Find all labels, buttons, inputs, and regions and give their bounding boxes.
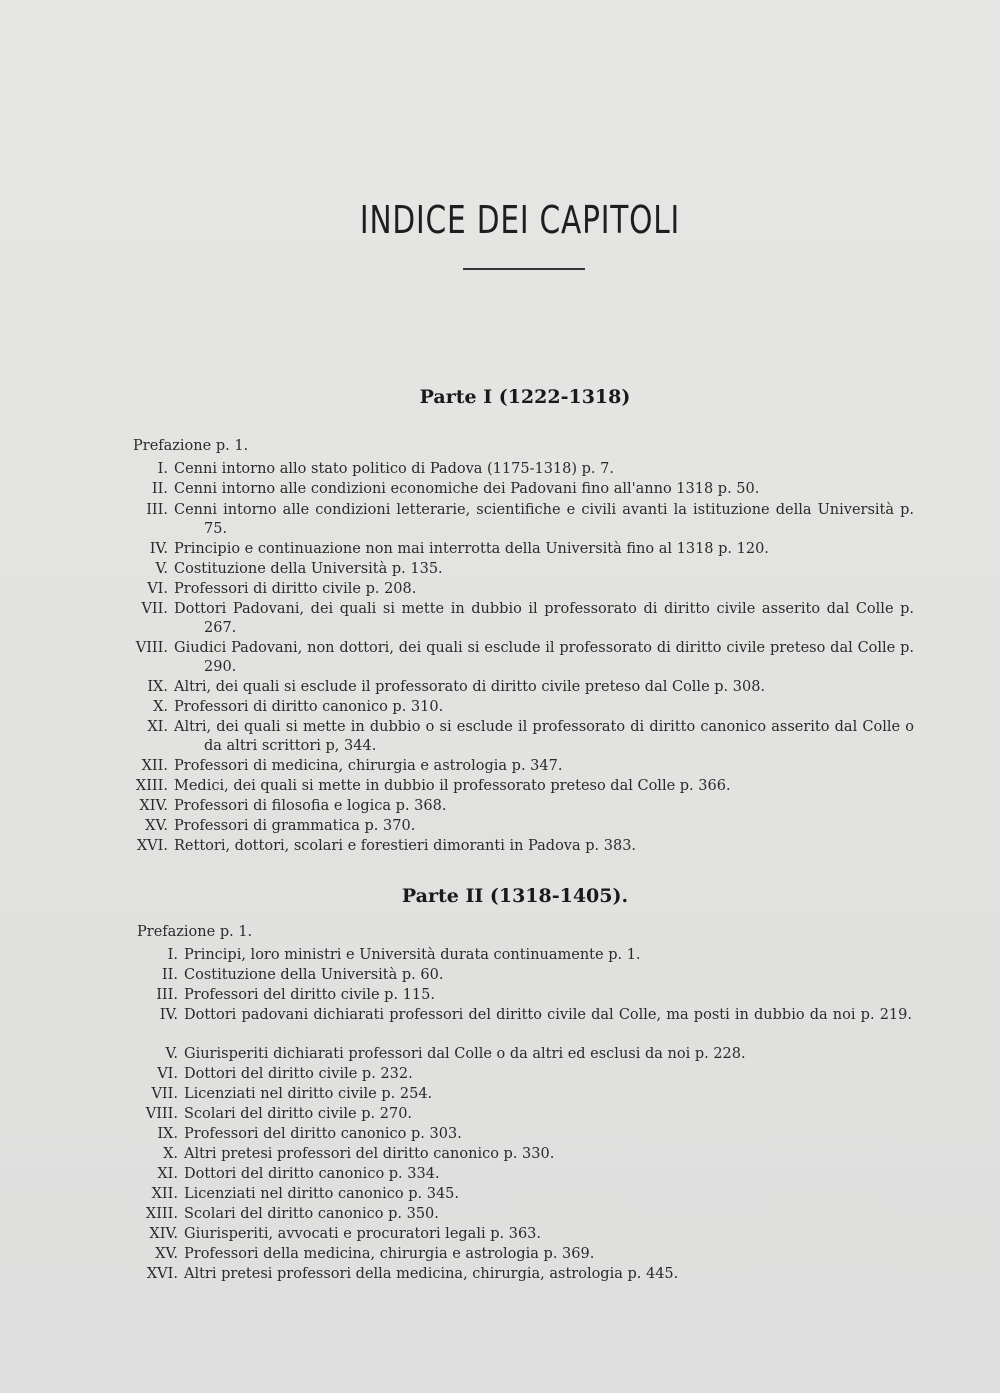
chapter-number: VI. [147, 581, 168, 597]
chapter-number: XV. [155, 1246, 178, 1262]
chapter-number: IX. [147, 679, 168, 695]
chapter-title: Medici, dei quali si mette in dubbio il professorato preteso dal Colle p. 366. [174, 778, 731, 794]
chapter-title: Dottori Padovani, dei quali si mette in dubbio il professorato di diritto civile asserito dal Colle p. 267. [174, 601, 914, 636]
chapter-number: III. [146, 502, 168, 518]
chapter-title: Professori del diritto canonico p. 303. [184, 1126, 462, 1142]
preface-entry: Prefazione p. 1. [133, 438, 249, 454]
chapter-title: Scolari del diritto canonico p. 350. [184, 1206, 439, 1222]
part-2-heading: Parte II (1318-1405). [401, 885, 629, 907]
chapter-title: Giurisperiti, avvocati e procuratori legali p. 363. [184, 1226, 541, 1242]
chapter-title: Professori del diritto civile p. 115. [184, 987, 435, 1003]
chapter-number: IV. [159, 1007, 178, 1023]
chapter-number: XI. [157, 1166, 178, 1182]
chapter-title: Professori di filosofia e logica p. 368. [174, 798, 447, 814]
chapter-title: Professori di grammatica p. 370. [174, 818, 416, 834]
page-title: INDICE DEI CAPITOLI [359, 198, 681, 242]
chapter-number: VIII. [145, 1106, 178, 1122]
chapter-title: Licenziati nel diritto civile p. 254. [184, 1086, 433, 1102]
chapter-title: Giurisperiti dichiarati professori dal Colle o da altri ed esclusi da noi p. 228. [184, 1046, 746, 1062]
chapter-number: VII. [141, 601, 168, 617]
chapter-number: X. [153, 699, 168, 715]
chapter-title: Professori della medicina, chirurgia e astrologia p. 369. [184, 1246, 595, 1262]
chapter-number: IX. [157, 1126, 178, 1142]
chapter-number: VI. [157, 1066, 178, 1082]
chapter-number: I. [157, 461, 168, 477]
chapter-number: VII. [151, 1086, 178, 1102]
chapter-number: XII. [151, 1186, 178, 1202]
chapter-number: XII. [141, 758, 168, 774]
chapter-number: XVI. [146, 1266, 178, 1282]
chapter-number: XV. [145, 818, 168, 834]
chapter-number: XIV. [139, 798, 168, 814]
chapter-number: III. [156, 987, 178, 1003]
chapter-title: Licenziati nel diritto canonico p. 345. [184, 1186, 460, 1202]
chapter-title: Dottori padovani dichiarati professori del diritto civile dal Colle, ma posti in dubbio da noi p. 219. [184, 1007, 912, 1023]
chapter-title: Rettori, dottori, scolari e forestieri dimoranti in Padova p. 383. [174, 838, 637, 854]
chapter-number: XI. [147, 719, 168, 735]
chapter-number: X. [163, 1146, 178, 1162]
chapter-number: XIV. [149, 1226, 178, 1242]
chapter-title: Cenni intorno alle condizioni letterarie, scientifiche e civili avanti la istituzione della Università p. 75. [174, 502, 914, 537]
chapter-number: II. [161, 967, 178, 983]
chapter-title: Dottori del diritto civile p. 232. [184, 1066, 413, 1082]
chapter-number: V. [155, 561, 168, 577]
chapter-title: Altri pretesi professori del diritto canonico p. 330. [184, 1146, 555, 1162]
chapter-title: Dottori del diritto canonico p. 334. [184, 1166, 440, 1182]
chapter-title: Costituzione della Università p. 60. [184, 967, 444, 983]
chapter-number: XIII. [145, 1206, 178, 1222]
chapter-title: Altri, dei quali si esclude il professorato di diritto civile preteso dal Colle p. 308. [174, 679, 766, 695]
preface-entry: Prefazione p. 1. [137, 924, 253, 940]
chapter-title: Professori di diritto canonico p. 310. [174, 699, 444, 715]
chapter-title: Altri, dei quali si mette in dubbio o si esclude il professorato di diritto canonico asserito dal Colle o da altri scrittori p, 344. [174, 719, 914, 754]
chapter-number: VIII. [135, 640, 168, 656]
chapter-number: XVI. [136, 838, 168, 854]
chapter-title: Professori di diritto civile p. 208. [174, 581, 417, 597]
chapter-title: Giudici Padovani, non dottori, dei quali si esclude il professorato di diritto civile preteso dal Colle p. 290. [174, 640, 914, 675]
part-1-heading: Parte I (1222-1318) [419, 386, 631, 408]
chapter-number: II. [151, 481, 168, 497]
chapter-number: IV. [149, 541, 168, 557]
chapter-number: I. [167, 947, 178, 963]
chapter-title: Cenni intorno allo stato politico di Padova (1175-1318) p. 7. [174, 461, 614, 477]
chapter-title: Costituzione della Università p. 135. [174, 561, 443, 577]
chapter-title: Altri pretesi professori della medicina, chirurgia, astrologia p. 445. [184, 1266, 679, 1282]
chapter-title: Scolari del diritto civile p. 270. [184, 1106, 413, 1122]
chapter-number: XIII. [135, 778, 168, 794]
chapter-title: Principi, loro ministri e Università durata continuamente p. 1. [184, 947, 641, 963]
chapter-title: Principio e continuazione non mai interrotta della Università fino al 1318 p. 120. [174, 541, 769, 557]
chapter-number: V. [165, 1046, 178, 1062]
title-rule [463, 268, 585, 270]
chapter-title: Cenni intorno alle condizioni economiche dei Padovani fino all'anno 1318 p. 50. [174, 481, 760, 497]
chapter-title: Professori di medicina, chirurgia e astrologia p. 347. [174, 758, 563, 774]
